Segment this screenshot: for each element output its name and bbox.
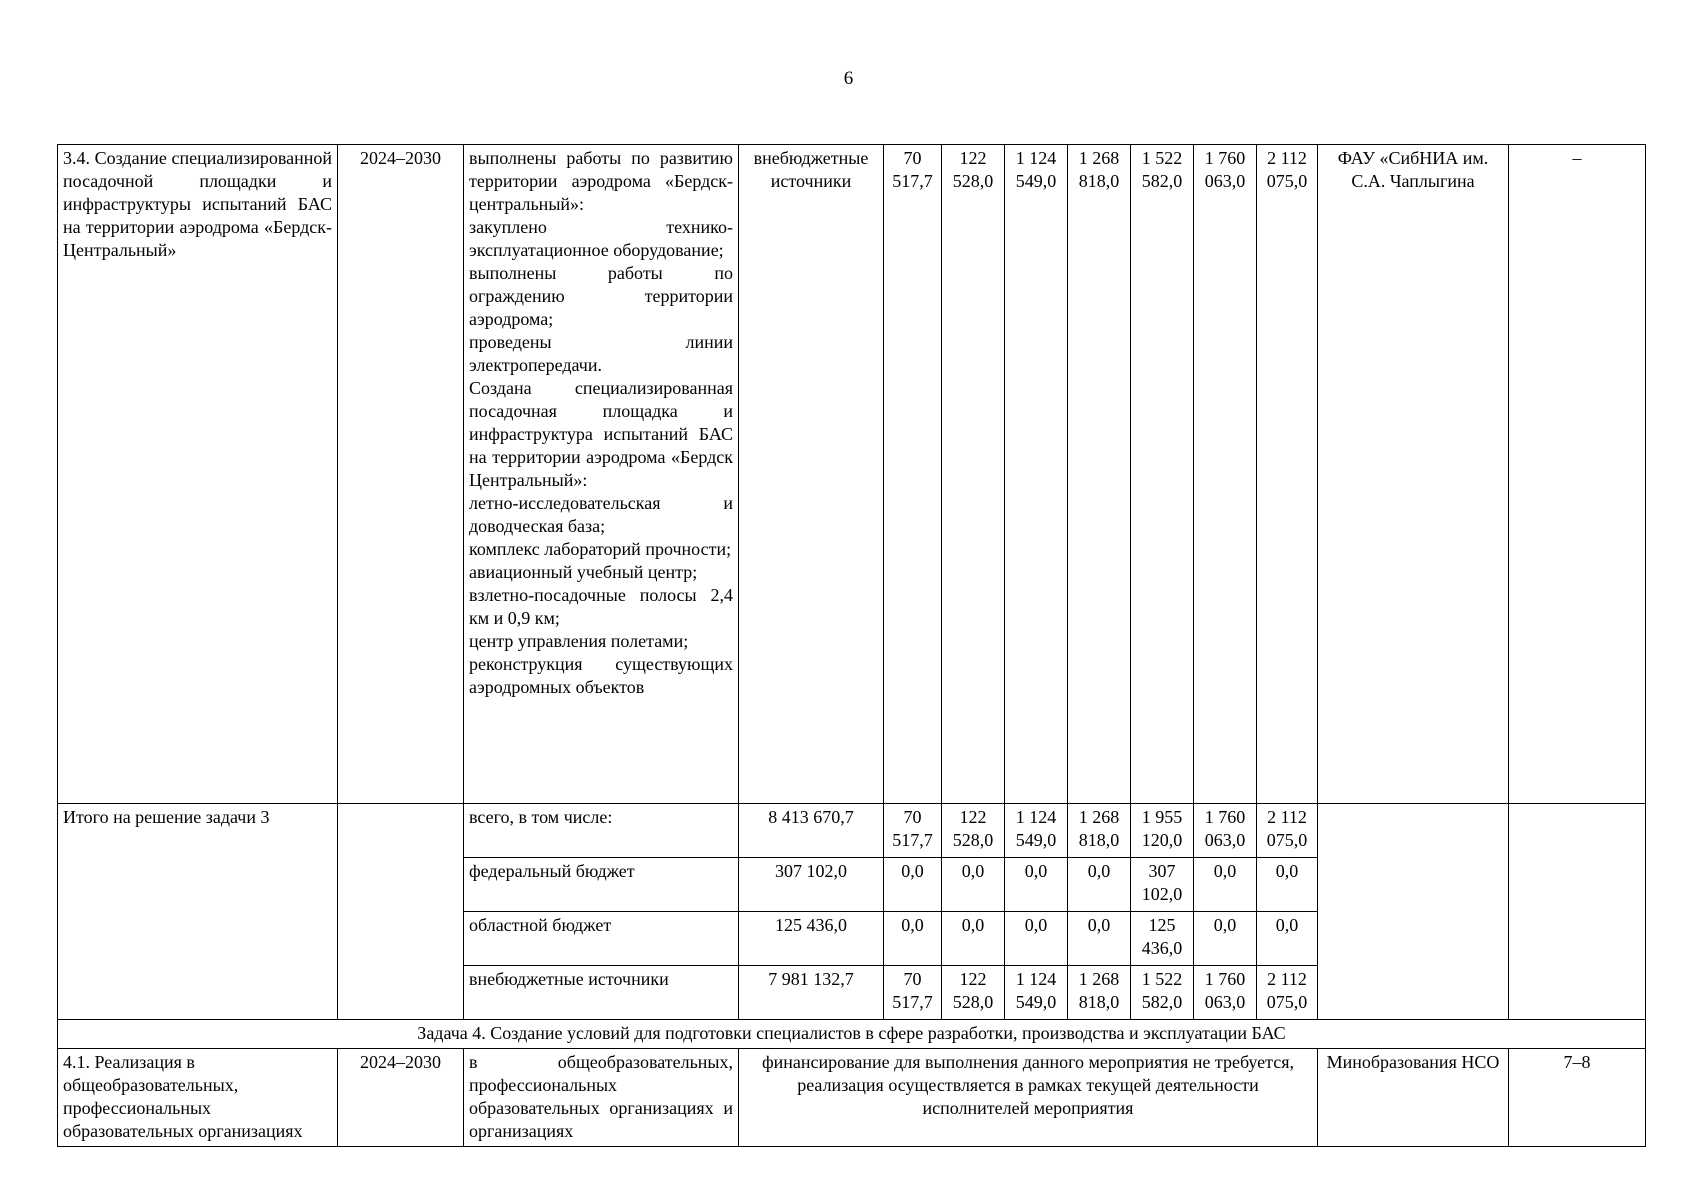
result-line: авиационный учебный центр; [469, 562, 698, 582]
year-cell: 122 528,0 [942, 804, 1005, 858]
year-cell: 122 528,0 [942, 145, 1005, 804]
year-cell: 122 528,0 [942, 966, 1005, 1020]
year-cell: 1 955 120,0 [1131, 804, 1194, 858]
total-cell: 307 102,0 [739, 858, 884, 912]
result-cell: в общеобразовательных, профессиональных образовательных организациях и организациях [464, 1049, 739, 1147]
indicator-cell: 7–8 [1509, 1049, 1646, 1147]
source-cell: внебюджетные источники [739, 145, 884, 804]
year-cell: 0,0 [1257, 912, 1318, 966]
year-cell: 0,0 [1194, 912, 1257, 966]
page-number: 6 [843, 68, 854, 89]
year-cell: 70 517,7 [884, 145, 942, 804]
program-table [57, 144, 1646, 1147]
year-cell: 2 112 075,0 [1257, 804, 1318, 858]
year-cell: 0,0 [942, 912, 1005, 966]
total-cell: 8 413 670,7 [739, 804, 884, 858]
measure-name-cell: 4.1. Реализация в общеобразовательных, профессиональных образовательных организациях [58, 1049, 338, 1147]
year-cell: 0,0 [942, 858, 1005, 912]
table-row [58, 804, 1646, 858]
table-row [58, 1020, 1646, 1049]
result-cell [464, 145, 739, 804]
total-cell: 125 436,0 [739, 912, 884, 966]
year-cell: 307 102,0 [1131, 858, 1194, 912]
source-cell: внебюджетные источники [464, 966, 739, 1020]
year-cell: 1 760 063,0 [1194, 145, 1257, 804]
year-cell: 0,0 [1005, 858, 1068, 912]
result-line: проведены линии электропередачи. [469, 332, 733, 375]
year-cell: 1 522 582,0 [1131, 966, 1194, 1020]
result-line: выполнены работы по развитию территории аэродрома «Бердск-центральный»: [469, 148, 733, 214]
result-line: взлетно-посадочные полосы 2,4 км и 0,9 км; [469, 585, 733, 628]
year-cell: 1 124 549,0 [1005, 966, 1068, 1020]
year-cell: 0,0 [884, 858, 942, 912]
year-cell: 0,0 [1194, 858, 1257, 912]
result-line: Создана специализированная посадочная площадка и инфраструктура испытаний БАС на территории аэродрома «Бердск Центральный»: [469, 378, 733, 490]
year-cell: 1 760 063,0 [1194, 804, 1257, 858]
result-line: закуплено технико-эксплуатационное оборудование; [469, 217, 733, 260]
year-cell: 70 517,7 [884, 966, 942, 1020]
year-cell: 0,0 [1005, 912, 1068, 966]
year-cell: 1 268 818,0 [1068, 145, 1131, 804]
result-line: выполнены работы по ограждению территории аэродрома; [469, 263, 733, 329]
task-header-cell: Задача 4. Создание условий для подготовки специалистов в сфере разработки, производства и эксплуатации БАС [58, 1020, 1646, 1049]
table-row [58, 1049, 1646, 1147]
source-cell: федеральный бюджет [464, 858, 739, 912]
result-line: летно-исследовательская и доводческая база; [469, 493, 733, 536]
result-line: комплекс лабораторий прочности; [469, 539, 732, 559]
executor-cell: ФАУ «СибНИА им. С.А. Чаплыгина [1318, 145, 1509, 804]
year-cell: 70 517,7 [884, 804, 942, 858]
year-cell: 0,0 [884, 912, 942, 966]
table-row [58, 145, 1646, 804]
indicator-cell: – [1509, 145, 1646, 804]
year-cell: 1 124 549,0 [1005, 804, 1068, 858]
source-cell: всего, в том числе: [464, 804, 739, 858]
year-cell: 0,0 [1068, 858, 1131, 912]
period-cell: 2024–2030 [338, 145, 464, 804]
result-line: центр управления полетами; [469, 631, 689, 651]
year-cell: 0,0 [1257, 858, 1318, 912]
year-cell: 1 522 582,0 [1131, 145, 1194, 804]
year-cell: 1 760 063,0 [1194, 966, 1257, 1020]
period-cell: 2024–2030 [338, 1049, 464, 1147]
year-cell: 2 112 075,0 [1257, 966, 1318, 1020]
empty-cell [1509, 804, 1646, 1020]
year-cell: 2 112 075,0 [1257, 145, 1318, 804]
measure-name-cell: 3.4. Создание специализированной посадочной площадки и инфраструктуры испытаний БАС на территории аэродрома «Бердск-Центральный» [58, 145, 338, 804]
year-cell: 125 436,0 [1131, 912, 1194, 966]
result-line: реконструкция существующих аэродромных объектов [469, 654, 733, 697]
financing-note-cell: финансирование для выполнения данного мероприятия не требуется, реализация осуществляется в рамках текущей деятельности исполнителей мероприятия [739, 1049, 1318, 1147]
year-cell: 1 268 818,0 [1068, 804, 1131, 858]
source-cell: областной бюджет [464, 912, 739, 966]
executor-cell: Минобразования НСО [1318, 1049, 1509, 1147]
total-label-cell: Итого на решение задачи 3 [58, 804, 338, 1020]
total-cell: 7 981 132,7 [739, 966, 884, 1020]
empty-cell [1318, 804, 1509, 1020]
empty-cell [338, 804, 464, 1020]
year-cell: 1 124 549,0 [1005, 145, 1068, 804]
year-cell: 0,0 [1068, 912, 1131, 966]
year-cell: 1 268 818,0 [1068, 966, 1131, 1020]
